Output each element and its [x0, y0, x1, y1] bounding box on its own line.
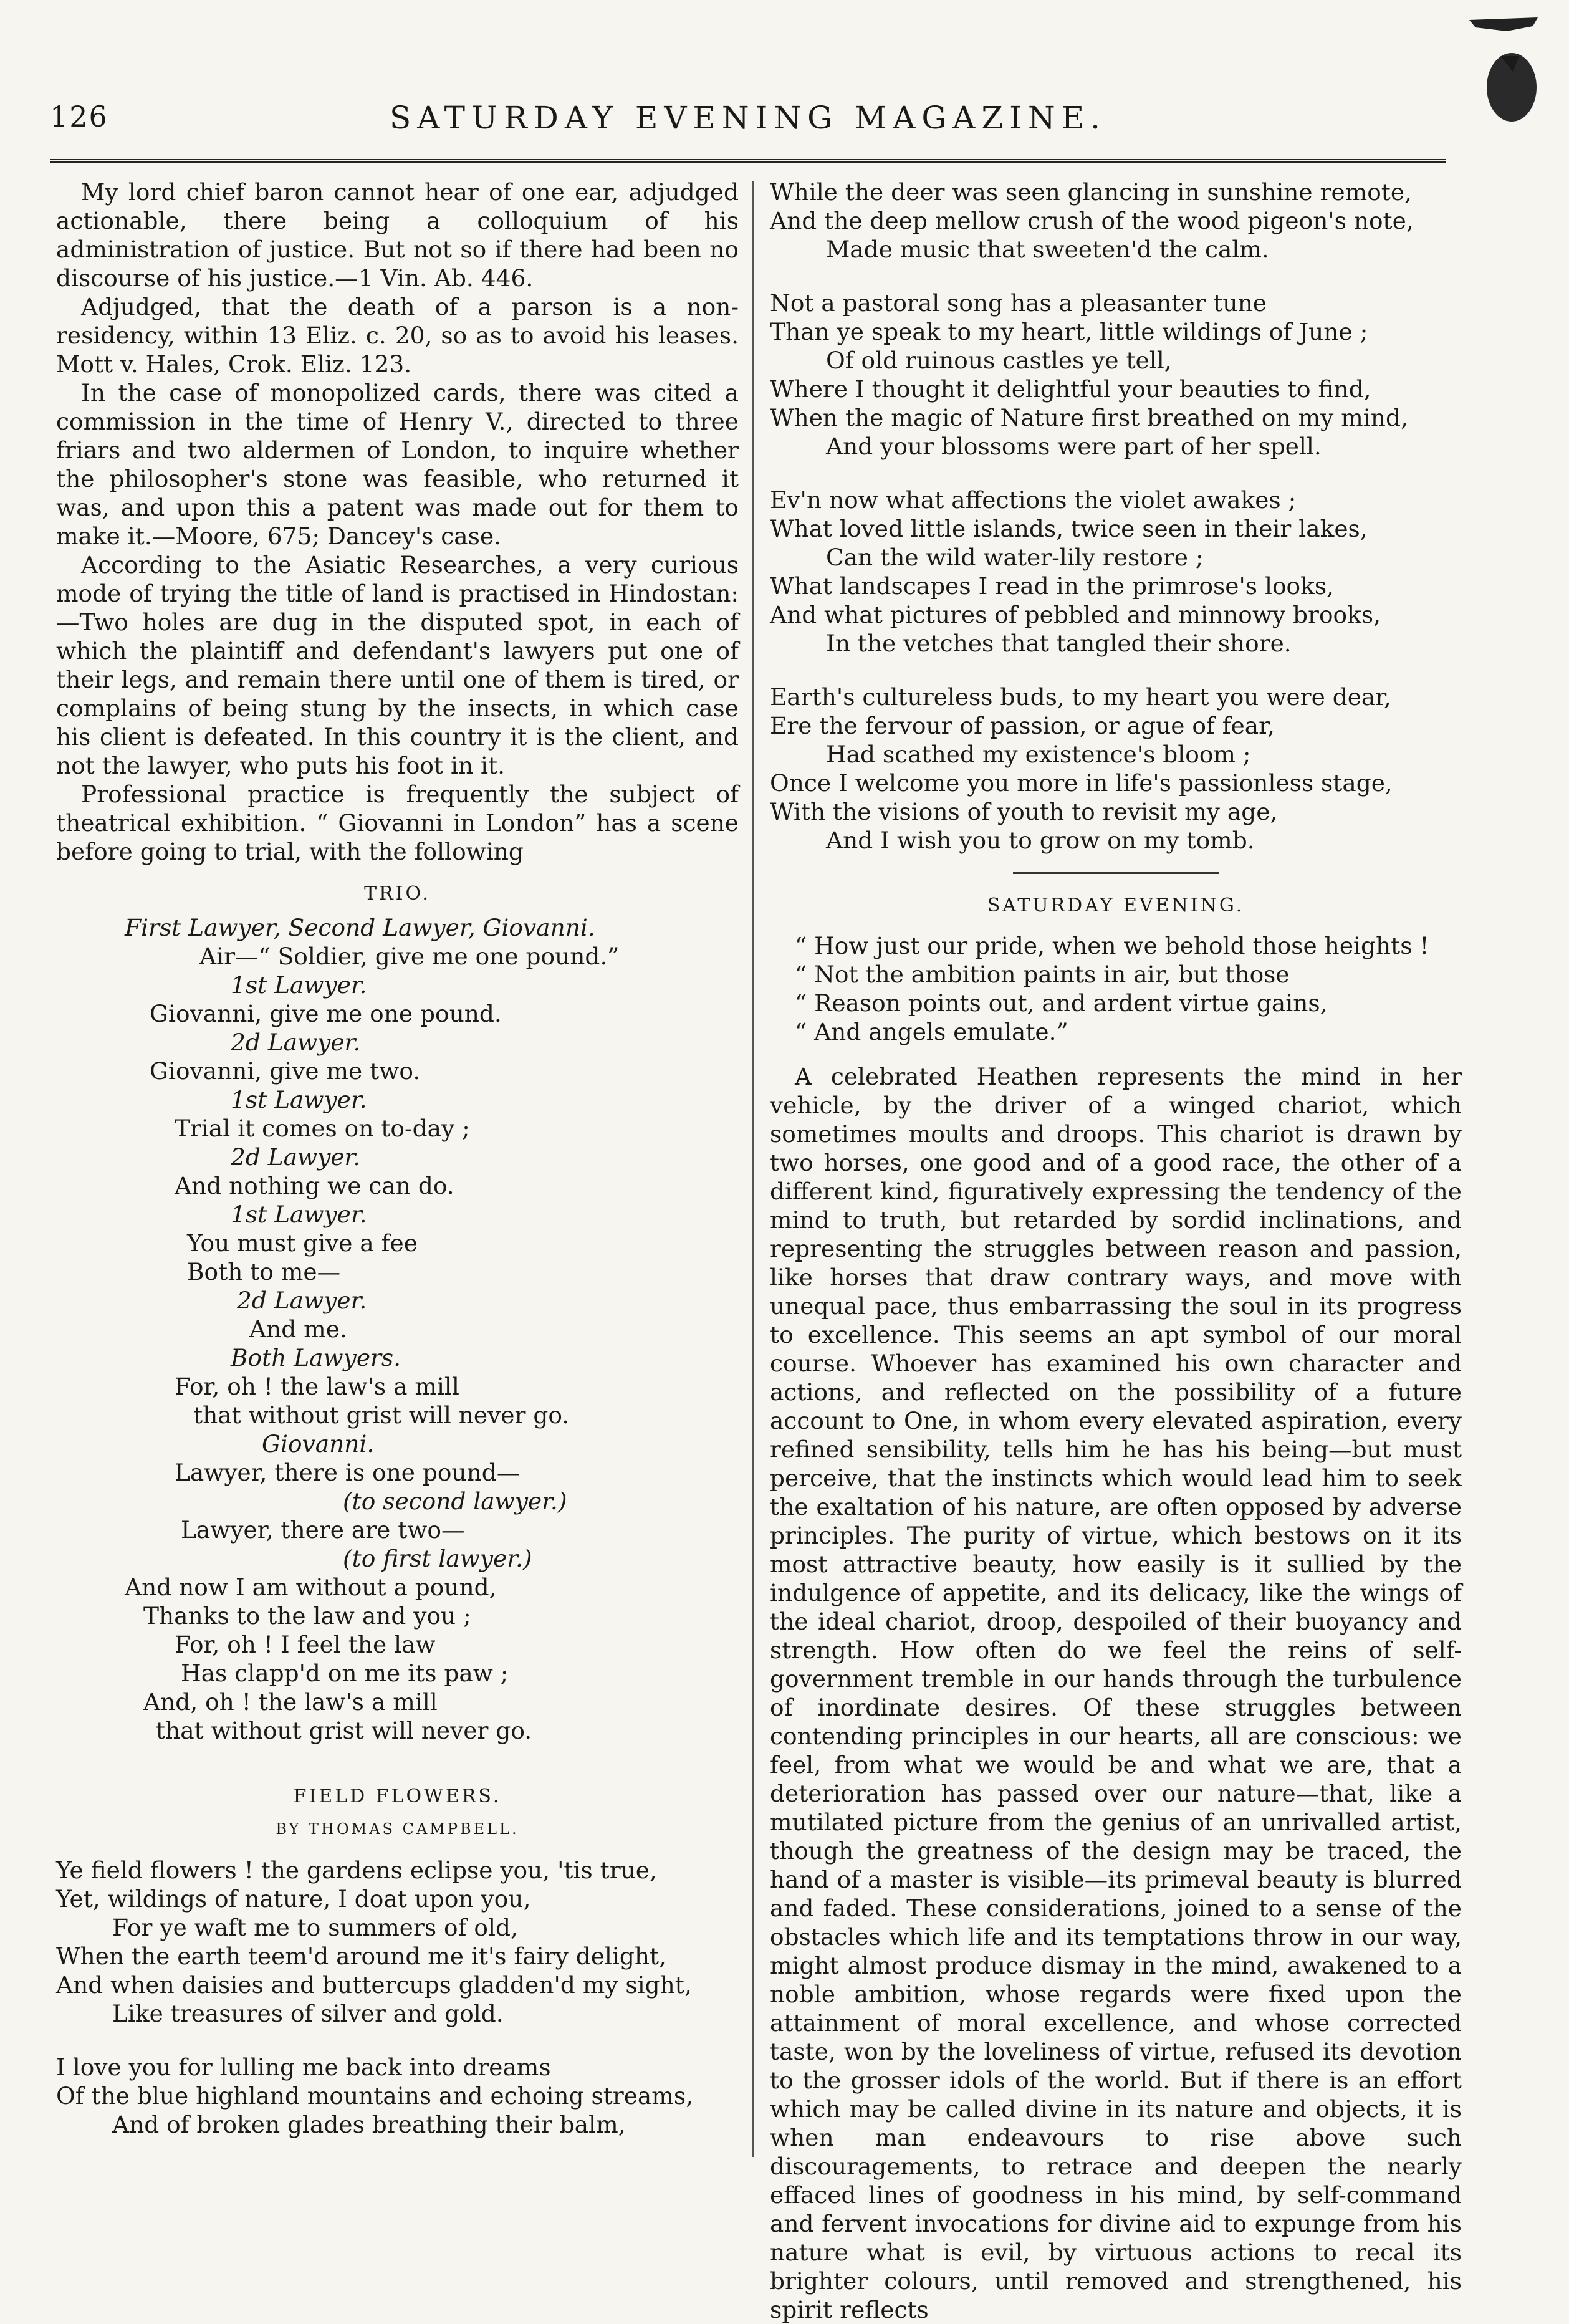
epigraph-line: “ Not the ambition paints in air, but those: [795, 961, 1290, 988]
paragraph-parson: Adjudged, that the death of a parson is a non-residency, within 13 Eliz. c. 20, so as to avoid his leases. Mott v. Hales, Crok. Eliz. 123.: [56, 293, 739, 378]
epigraph-line: “ Reason points out, and ardent virtue gains,: [795, 989, 1328, 1017]
poem-line: For ye waft me to summers of old,: [112, 1914, 518, 1941]
poem-line: I love you for lulling me back into dreams: [56, 2053, 551, 2081]
poem-line: Once I welcome you more in life's passionless stage,: [770, 769, 1393, 797]
poem-line: Not a pastoral song has a pleasanter tune: [770, 289, 1267, 317]
poem-line: And what pictures of pebbled and minnowy brooks,: [770, 601, 1381, 628]
trio-line: Lawyer, there is one pound—: [175, 1459, 521, 1486]
trio-line: For, oh ! the law's a mill: [175, 1373, 459, 1400]
poem-line: Made music that sweeten'd the calm.: [826, 236, 1269, 263]
trio-line: Thanks to the law and you ;: [143, 1602, 471, 1630]
poem-line: And when daisies and buttercups gladden'd my sight,: [56, 1971, 692, 1999]
trio-line: And nothing we can do.: [175, 1172, 454, 1199]
epigraph-line: “ And angels emulate.”: [795, 1018, 1068, 1045]
section-separator: [1013, 872, 1219, 874]
poem-line: Had scathed my existence's bloom ;: [826, 741, 1251, 768]
poem-line: Ev'n now what affections the violet awakes ;: [770, 486, 1297, 514]
poem-line: Yet, wildings of nature, I doat upon you,: [56, 1885, 531, 1913]
poem-line: When the earth teem'd around me it's fairy delight,: [56, 1942, 667, 1970]
right-column: [770, 178, 1462, 2324]
trio-line: that without grist will never go.: [193, 1401, 570, 1429]
trio-line: 2d Lawyer.: [231, 1143, 361, 1171]
poem-stanza-3: [770, 289, 1462, 461]
poem-line: Ye field flowers ! the gardens eclipse you, 'tis true,: [56, 1856, 657, 1884]
paragraph-chief-baron: My lord chief baron cannot hear of one ear, adjudged actionable, there being a colloquium of his administration of justice. But not so if there had been no discourse of his justice.—1 Vin. Ab. 446.: [56, 178, 739, 292]
trio-heading: TRIO.: [364, 883, 431, 905]
trio-line: Giovanni.: [262, 1430, 375, 1457]
trio-cast: First Lawyer, Second Lawyer, Giovanni.: [125, 914, 595, 941]
trio-line: And now I am without a pound,: [125, 1573, 497, 1601]
trio-line: You must give a fee: [187, 1229, 418, 1257]
trio-line: 2d Lawyer.: [231, 1029, 361, 1056]
left-column: [56, 178, 739, 2139]
paragraph-asiatic-researches: According to the Asiatic Researches, a very curious mode of trying the title of land is practised in Hindostan:—Two holes are dug in the disputed spot, in each of which the plaintiff and defendant's lawyers put one of their legs, and remain there until one of them is tired, or complains of being stung by the insects, in which case his client is defeated. In this country it is the client, and not the lawyer, who puts his foot in it.: [56, 551, 739, 779]
poem-stanza-2: [56, 2053, 739, 2139]
trio-line: (to second lawyer.): [343, 1487, 567, 1515]
poem-line: Ere the fervour of passion, or ague of fear,: [770, 712, 1275, 739]
poem-title: FIELD FLOWERS.: [293, 1785, 502, 1807]
trio-line: Both Lawyers.: [231, 1344, 401, 1371]
poem-line: And the deep mellow crush of the wood pigeon's note,: [770, 207, 1414, 234]
poem-line: Of old ruinous castles ye tell,: [826, 347, 1172, 374]
poem-line: Where I thought it delightful your beauties to find,: [770, 375, 1371, 403]
epigraph-line: “ How just our pride, when we behold those heights !: [795, 932, 1429, 959]
trio-line: 1st Lawyer.: [231, 971, 367, 999]
trio-air: Air—“ Soldier, give me one pound.”: [199, 943, 620, 970]
poem-stanza-5: [770, 683, 1462, 855]
poem-line: Can the wild water-lily restore ;: [826, 544, 1204, 571]
poem-line: And of broken glades breathing their balm,: [112, 2111, 626, 2138]
trio-line: that without grist will never go.: [156, 1717, 532, 1744]
essay-body: A celebrated Heathen represents the mind in her vehicle, by the driver of a winged chariot, which sometimes moults and droops. This chariot is drawn by two horses, one good and of a good race, the other of a different kind, figuratively expressing the tendency of the mind to truth, but retarded by sordid inclinations, and representing the struggles between reason and passion, like horses that draw contrary ways, and move with unequal pace, thus embarrassing the soul in its progress to excellence. This seems an apt symbol of our moral course. Whoever has examined his own character and actions, and reflected on the possibility of a future account to One, in whom every elevated aspiration, every refined sensibility, tells him he has his being—but must perceive, that the instincts which would lead him to seek the exaltation of his nature, are often opposed by adverse principles. The purity of virtue, which bestows on it its most attractive beauty, how easily is it sullied by the indulgence of appetite, and its delicacy, like the wings of the ideal chariot, droop, despoiled of their buoyancy and strength. How often do we feel the reins of self-government tremble in our hands through the turbulence of inordinate desires. Of these struggles between contending principles in our hearts, all are conscious: we feel, from what we would be and what we are, that a deterioration has passed over our nature—that, like a mutilated picture from the genius of an unrivalled artist, though the greatness of the design may be traced, the hand of a master is visible—its primeval beauty is blurred and faded. These considerations, joined to a sense of the obstacles which life and its temptations throw in our way, might almost produce dismay in the mind, awakened to a noble ambition, whose regards were fixed upon the attainment of moral excellence, and whose corrected taste, won by the loveliness of virtue, refused its devotion to the grosser idols of the world. But if there is an effort which may be called divine in its nature and objects, it is when man endeavours to rise above such discouragements, to retrace and deepen the nearly effaced lines of goodness in his mind, by self-command and fervent invocations for divine aid to expunge from his nature what is evil, by virtuous actions to recal its brighter colours, until removed and strengthened, his spirit reflects: [770, 1063, 1462, 2323]
trio-line: Lawyer, there are two—: [181, 1516, 465, 1544]
poem-stanza-2-continued: [770, 178, 1462, 264]
poem-line: What landscapes I read in the primrose's looks,: [770, 572, 1334, 600]
trio-line: Both to me—: [187, 1258, 341, 1285]
page-header: [50, 94, 1446, 150]
poem-line: Earth's cultureless buds, to my heart you were dear,: [770, 683, 1391, 711]
poem-line: What loved little islands, twice seen in their lakes,: [770, 515, 1368, 542]
poem-line: When the magic of Nature first breathed on my mind,: [770, 404, 1408, 431]
poem-line: In the vetches that tangled their shore.: [826, 630, 1292, 657]
trio-line: For, oh ! I feel the law: [175, 1631, 436, 1658]
header-rule: [50, 159, 1446, 163]
poem-line: While the deer was seen glancing in sunshine remote,: [770, 178, 1412, 206]
trio-line: (to first lawyer.): [343, 1545, 532, 1572]
poem-author: BY THOMAS CAMPBELL.: [276, 1820, 519, 1838]
poem-line: With the visions of youth to revisit my age,: [770, 798, 1278, 825]
trio-line: And me.: [249, 1315, 347, 1343]
poem-line: And your blossoms were part of her spell.: [826, 433, 1322, 460]
poem-line: Than ye speak to my heart, little wildings of June ;: [770, 318, 1368, 345]
column-divider: [752, 181, 754, 2157]
trio-line: Giovanni, give me one pound.: [150, 1000, 502, 1027]
poem-line: And I wish you to grow on my tomb.: [826, 827, 1255, 854]
ink-blot-icon: [1463, 12, 1544, 143]
poem-line: Like treasures of silver and gold.: [112, 2000, 504, 2027]
trio-line: Trial it comes on to-day ;: [175, 1115, 470, 1142]
poem-line: Of the blue highland mountains and echoing streams,: [56, 2082, 693, 2110]
running-title: SATURDAY EVENING MAGAZINE.: [389, 100, 1106, 136]
poem-stanza-1: [56, 1856, 739, 2028]
poem-stanza-4: [770, 486, 1462, 658]
trio-line: Has clapp'd on me its paw ;: [181, 1659, 509, 1687]
trio-lyrics: [56, 971, 739, 1745]
trio-line: 1st Lawyer.: [231, 1086, 367, 1113]
paragraph-professional-practice: Professional practice is frequently the subject of theatrical exhibition. “ Giovanni in London” has a scene before going to trial, with the following: [56, 780, 739, 865]
essay-title: SATURDAY EVENING.: [987, 895, 1245, 916]
trio-line: 1st Lawyer.: [231, 1201, 367, 1228]
trio-line: And, oh ! the law's a mill: [143, 1688, 438, 1716]
paragraph-monopolized-cards: In the case of monopolized cards, there was cited a commission in the time of Henry V., directed to three friars and two aldermen of London, to inquire whether the philosopher's stone was feasible, who returned it was, and upon this a patent was made out for them to make it.—Moore, 675; Dancey's case.: [56, 379, 739, 550]
page-number: 126: [50, 100, 108, 133]
essay-epigraph: [770, 931, 1462, 1046]
trio-line: 2d Lawyer.: [237, 1287, 367, 1314]
trio-line: Giovanni, give me two.: [150, 1057, 421, 1085]
